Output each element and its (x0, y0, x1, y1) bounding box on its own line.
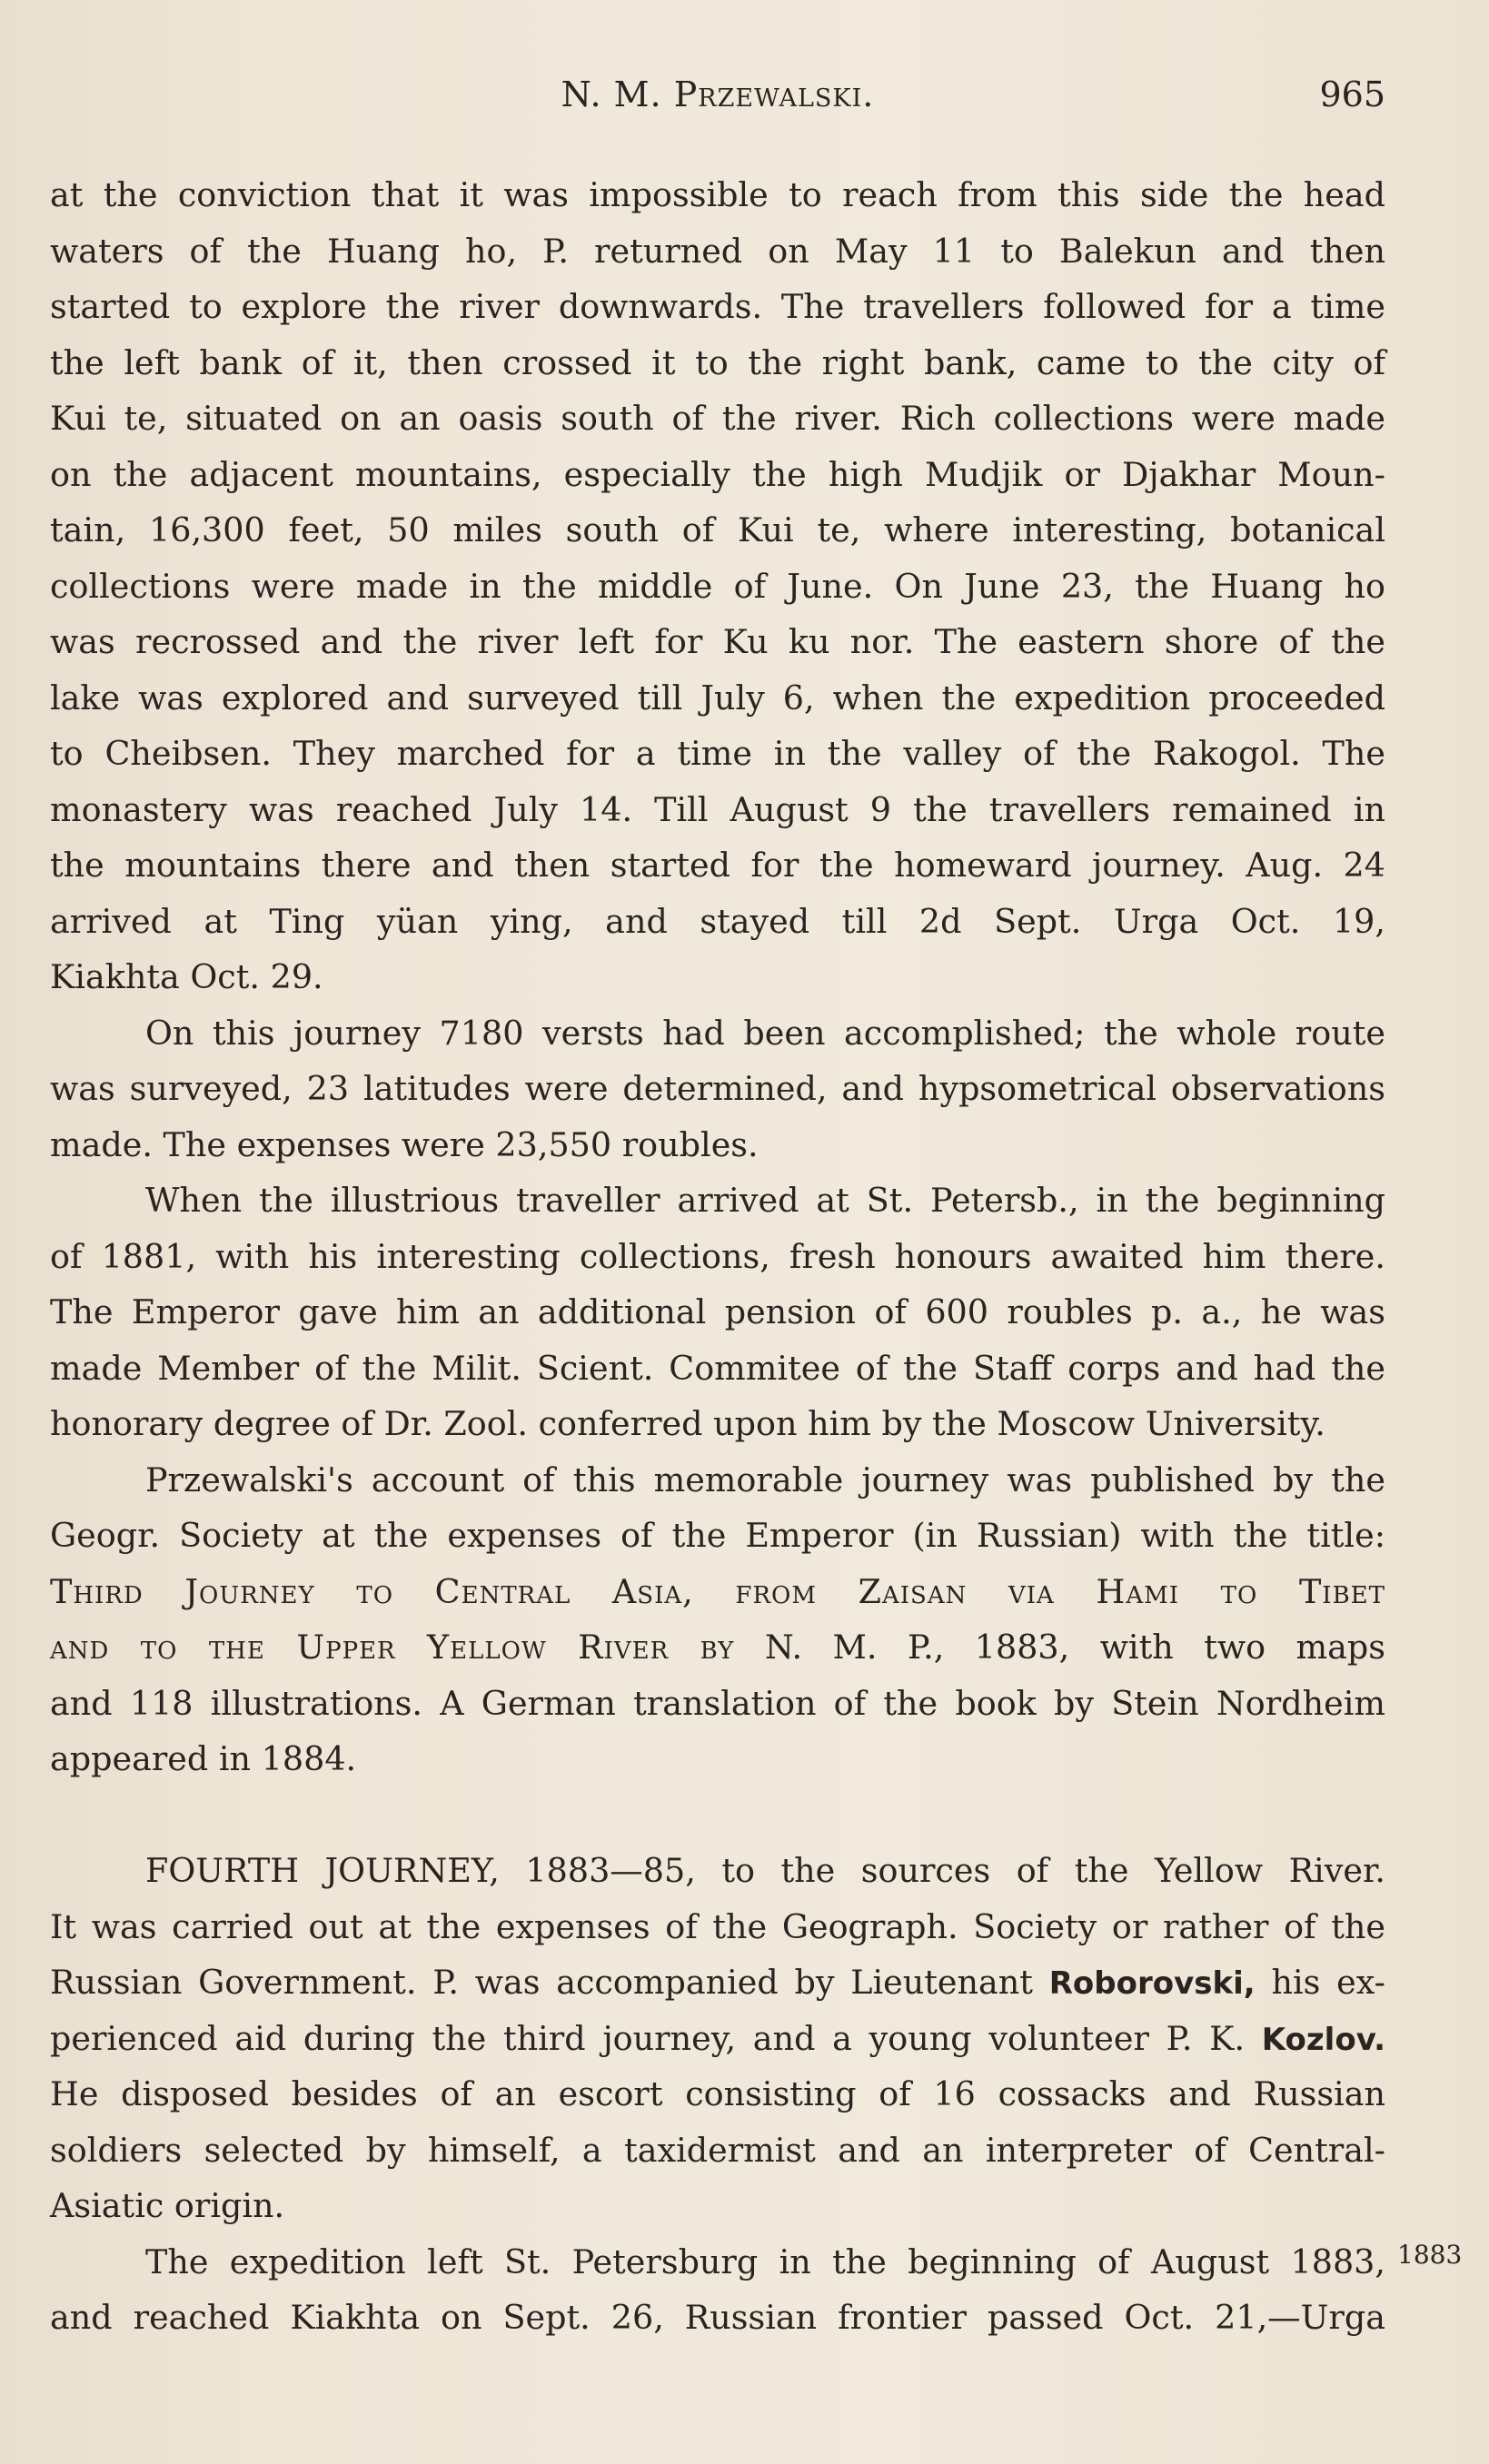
paragraph-4 (50, 1452, 1385, 1787)
text-line: made Member of the Milit. Scient. Commitee of the Staff corps and had the (50, 1348, 1385, 1388)
text-line: arrived at Ting yüan ying, and stayed till 2d Sept. Urga Oct. 19, (50, 901, 1385, 941)
text-fragment: perienced aid during the third journey, and a young volunteer P. K. (50, 2018, 1262, 2058)
book-title-fragment: and to the Upper Yellow River by (50, 1628, 735, 1667)
section-gap (50, 1787, 1385, 1844)
paragraph-5 (50, 1843, 1385, 2234)
text-line: collections were made in the middle of June. On June 23, the Huang ho (50, 566, 1385, 606)
text-line: at the conviction that it was impossible to reach from this side the head (50, 175, 1385, 214)
text-line: the left bank of it, then crossed it to the right bank, came to the city of (50, 342, 1385, 382)
text-line: the mountains there and then started for the homeward journey. Aug. 24 (50, 846, 1385, 885)
text-line: tain, 16,300 feet, 50 miles south of Kui te, where interesting, botanical (50, 510, 1385, 549)
text-line: and reached Kiakhta on Sept. 26, Russian frontier passed Oct. 21,—Urga (50, 2298, 1385, 2337)
text-line: On this journey 7180 versts had been accomplished; the whole route (145, 1013, 1385, 1053)
text-line: of 1881, with his interesting collections, fresh honours awaited him there. (50, 1236, 1385, 1276)
page-number: 965 (1319, 74, 1385, 114)
book-title-line: Third Journey to Central Asia, from Zaisan via Hami to Tibet (50, 1571, 1385, 1611)
text-fragment: Russian Government. P. was accompanied by Lieutenant (50, 1963, 1049, 2002)
text-line: It was carried out at the expenses of the Geograph. Society or rather of the (50, 1906, 1385, 1946)
text-line: appeared in 1884. (50, 1739, 357, 1778)
text-line: Asiatic origin. (50, 2186, 285, 2225)
text-line: Geogr. Society at the expenses of the Emperor (in Russian) with the title: (50, 1516, 1385, 1555)
page-header (50, 74, 1385, 129)
text-fragment: his ex- (1255, 1963, 1385, 2002)
paragraph-2 (50, 1005, 1385, 1173)
text-line: was surveyed, 23 latitudes were determined, and hypsometrical observations (50, 1069, 1385, 1108)
paragraph-3 (50, 1173, 1385, 1452)
text-line: He disposed besides of an escort consisting of 16 cossacks and Russian (50, 2074, 1385, 2113)
text-line: soldiers selected by himself, a taxidermist and an interpreter of Central- (50, 2130, 1385, 2170)
text-line: Kiakhta Oct. 29. (50, 957, 323, 996)
person-name: Kozlov. (1261, 2021, 1385, 2058)
text-line (50, 1954, 1385, 2011)
text-line: was recrossed and the river left for Ku ku nor. The eastern shore of the (50, 622, 1385, 661)
body-text (50, 167, 1385, 2346)
text-line: to Cheibsen. They marched for a time in the valley of the Rakogol. The (50, 734, 1385, 773)
text-line: started to explore the river downwards. The travellers followed for a time (50, 287, 1385, 326)
text-line (50, 1619, 1385, 1676)
text-line: made. The expenses were 23,550 roubles. (50, 1124, 759, 1164)
text-line: monastery was reached July 14. Till August 9 the travellers remained in (50, 789, 1385, 829)
text-line: The Emperor gave him an additional pension of 600 roubles p. a., he was (50, 1292, 1385, 1331)
text-line (50, 2011, 1385, 2067)
text-line: waters of the Huang ho, P. returned on May 11 to Balekun and then (50, 231, 1385, 271)
text-line: When the illustrious traveller arrived at St. Petersb., in the beginning (145, 1181, 1385, 1220)
running-head: N. M. Przewalski. (561, 74, 875, 114)
text-line: and 118 illustrations. A German translation of the book by Stein Nordheim (50, 1683, 1385, 1723)
text-line: Kui te, situated on an oasis south of the river. Rich collections were made (50, 399, 1385, 438)
paragraph-6 (50, 2234, 1385, 2346)
section-heading-line: FOURTH JOURNEY, 1883—85, to the sources of the Yellow River. (145, 1851, 1385, 1890)
text-line: The expedition left St. Petersburg in the beginning of August 1883, (145, 2241, 1385, 2281)
paragraph-1 (50, 167, 1385, 1005)
text-line: honorary degree of Dr. Zool. conferred upon him by the Moscow University. (50, 1404, 1325, 1443)
margin-note: 1883 (1397, 2240, 1463, 2270)
text-line: on the adjacent mountains, especially the high Mudjik or Djakhar Moun- (50, 454, 1385, 494)
person-name: Roborovski, (1048, 1965, 1256, 2002)
text-line: lake was explored and surveyed till July 6, when the expedition proceeded (50, 678, 1385, 717)
text-fragment: N. M. P., 1883, with two maps (734, 1628, 1385, 1667)
text-line: Przewalski's account of this memorable journey was published by the (145, 1460, 1385, 1499)
